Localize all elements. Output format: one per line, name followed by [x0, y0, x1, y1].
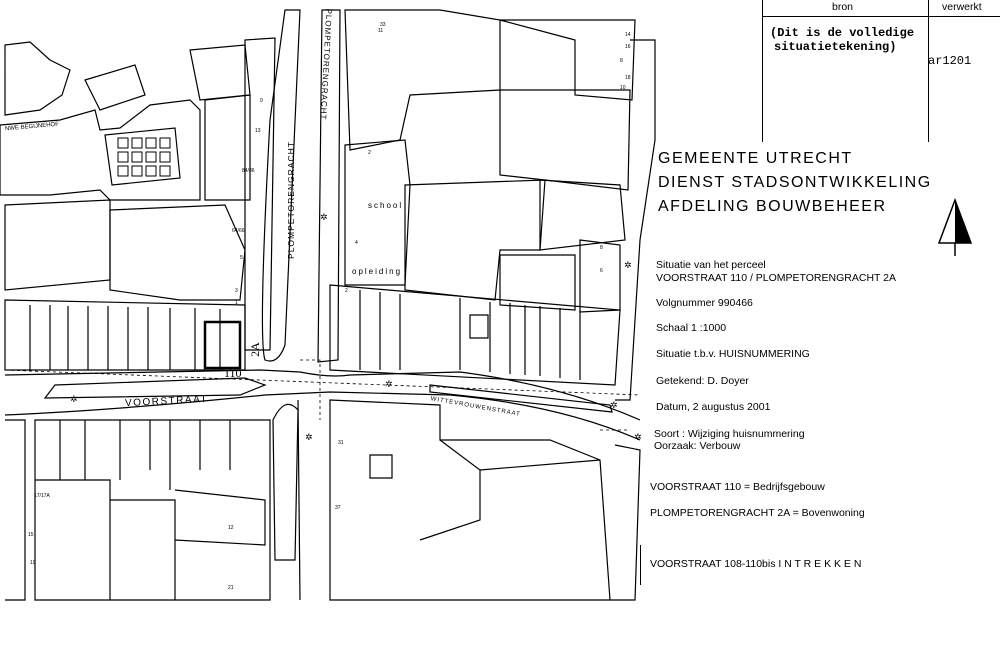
house-number: 14	[625, 32, 631, 38]
house-number: 12	[228, 525, 234, 531]
street-label-plompetorengracht-upper: PLOMPETORENGRACHT	[318, 8, 334, 121]
house-number: 4	[355, 240, 358, 246]
house-number: 18	[625, 75, 631, 81]
building-label-school: school	[368, 201, 404, 210]
house-number: 3	[235, 288, 238, 294]
stamp-box	[762, 0, 1000, 142]
house-number: 64/66	[232, 228, 245, 234]
street-label-plompetorengracht-lower: PLOMPETORENGRACHT	[285, 141, 296, 259]
stamp-code: ar1201	[928, 54, 972, 68]
svg-text:✲: ✲	[305, 433, 313, 443]
header-gemeente: GEMEENTE UTRECHT	[658, 150, 853, 167]
parcel-number-110: 110	[224, 366, 242, 380]
house-number: 9	[260, 98, 263, 104]
info-voorstraat-110: VOORSTRAAT 110 = Bedrijfsgebouw	[650, 481, 825, 493]
house-number: 84/86	[242, 168, 255, 174]
svg-text:✲: ✲	[610, 401, 618, 411]
intrekken-divider	[640, 545, 641, 585]
parcel-number-2a: 2A	[247, 342, 262, 357]
house-number: 11	[378, 28, 384, 34]
house-number: 6	[600, 268, 603, 274]
svg-text:✲: ✲	[624, 261, 632, 271]
stamp-note-line1: (Dit is de volledige	[770, 26, 915, 40]
info-soort: Soort : Wijziging huisnummering	[654, 428, 805, 440]
stamp-column-bron: bron	[832, 1, 854, 13]
info-situatie-tbv: Situatie t.b.v. HUISNUMMERING	[656, 348, 810, 360]
house-number: 5	[240, 255, 243, 261]
house-number: 1	[235, 300, 238, 306]
house-number: 15	[28, 532, 34, 538]
house-number: 13	[255, 128, 261, 134]
svg-text:✲: ✲	[70, 395, 78, 405]
street-label-wittevrouwenstraat: WITTEVROUWENSTRAAT	[430, 396, 522, 418]
header-dienst: DIENST STADSONTWIKKELING	[658, 174, 932, 191]
street-label-voorstraat: VOORSTRAAT	[124, 393, 209, 410]
north-arrow-icon	[937, 198, 973, 258]
info-volgnummer: Volgnummer 990466	[656, 297, 753, 309]
info-oorzaak: Oorzaak: Verbouw	[654, 440, 741, 452]
info-getekend: Getekend: D. Doyer	[656, 375, 749, 387]
house-number: 17/17A	[34, 493, 50, 499]
info-address: VOORSTRAAT 110 / PLOMPETORENGRACHT 2A	[656, 272, 897, 284]
house-number: 16	[625, 44, 631, 50]
info-intrekken: VOORSTRAAT 108-110bis I N T R E K K E N	[650, 558, 862, 570]
house-number: 37	[335, 505, 341, 511]
building-label-opleiding: opleiding	[352, 267, 403, 276]
svg-text:✲: ✲	[634, 433, 642, 443]
svg-text:✲: ✲	[385, 380, 393, 390]
stamp-note-line2: situatietekening)	[774, 40, 897, 54]
info-situatie-label: Situatie van het perceel	[656, 259, 766, 271]
info-schaal: Schaal 1 :1000	[656, 322, 727, 334]
street-label-begijnehof: NWE BEGIJNEHOF	[4, 121, 60, 133]
info-plompetorengracht-2a: PLOMPETORENGRACHT 2A = Bovenwoning	[650, 507, 865, 519]
house-number: 2	[368, 150, 371, 156]
header-afdeling: AFDELING BOUWBEHEER	[658, 198, 887, 215]
house-number: 8	[620, 58, 623, 64]
house-number: 10	[620, 85, 626, 91]
svg-text:✲: ✲	[320, 213, 328, 223]
house-number: 19	[30, 560, 36, 566]
info-datum: Datum, 2 augustus 2001	[656, 401, 771, 413]
house-number: 33	[380, 22, 386, 28]
stamp-column-verwerkt: verwerkt	[942, 1, 982, 13]
house-number: 21	[228, 585, 234, 591]
house-number: 8	[600, 245, 603, 251]
house-number: 31	[338, 440, 344, 446]
house-number: 2	[345, 288, 348, 294]
